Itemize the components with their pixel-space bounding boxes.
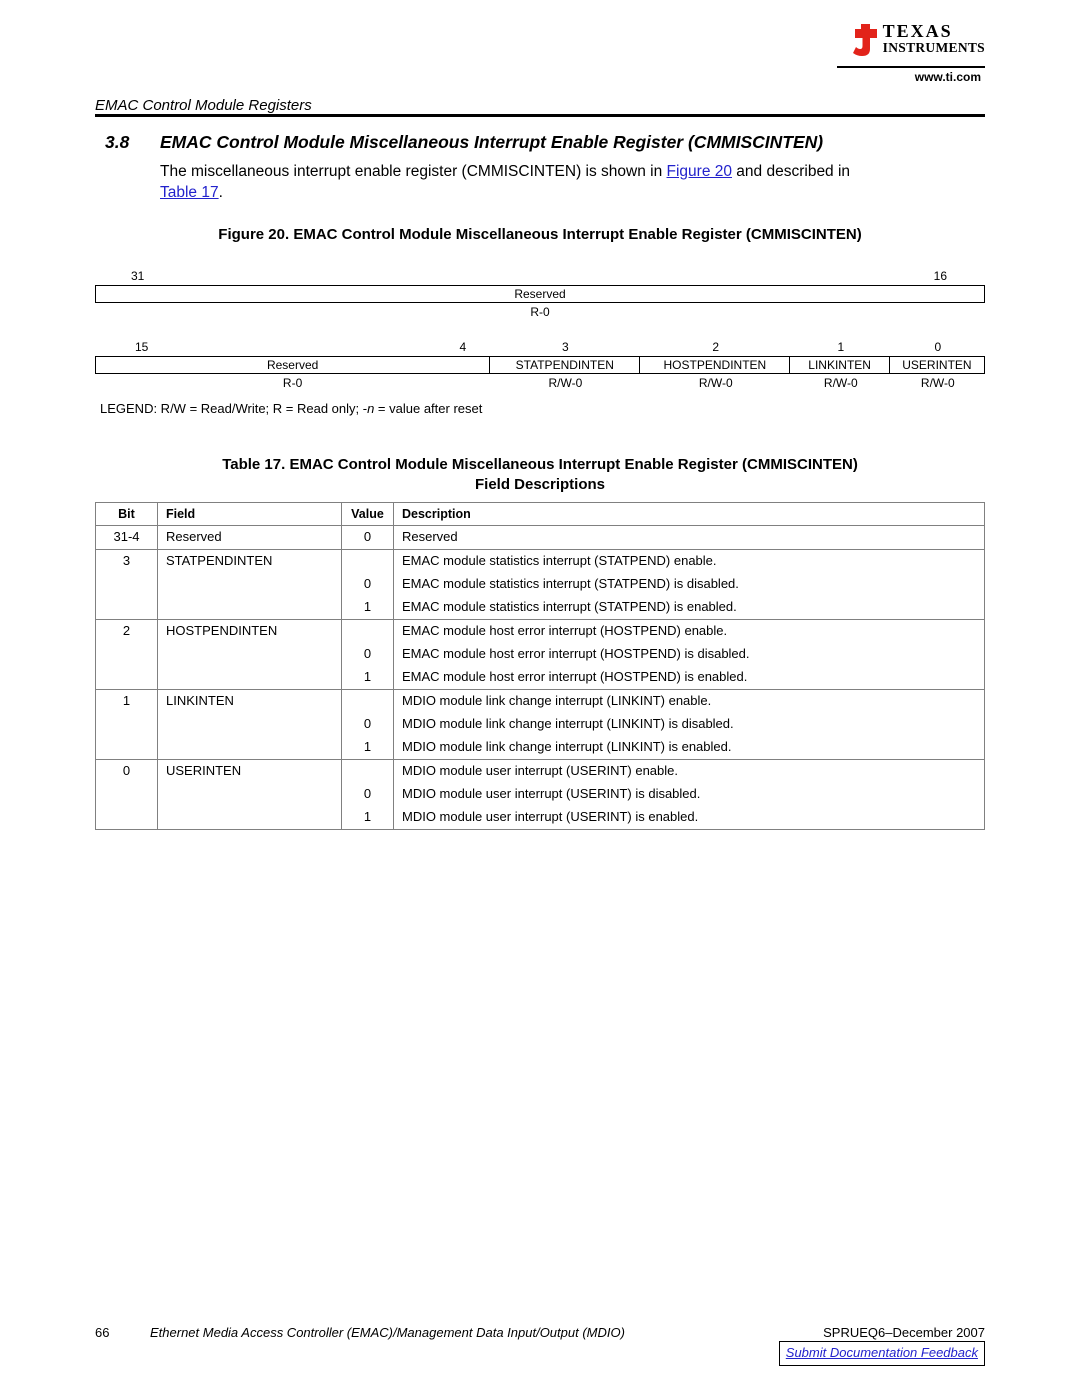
bit-label-0: 0 [934, 340, 942, 354]
footer-doc-id: SPRUEQ6–December 2007 [823, 1325, 985, 1340]
description-cell: EMAC module statistics interrupt (STATPEND) is enabled. [394, 596, 985, 620]
field-cell: LINKINTEN [158, 690, 342, 760]
legend-var: n [367, 401, 375, 416]
section-number: 3.8 [105, 132, 130, 152]
column-header-bit: Bit [96, 503, 158, 526]
table-row [96, 760, 985, 784]
register-field-linkinten: LINKINTEN [790, 357, 889, 373]
para-text-1: The miscellaneous interrupt enable register (CMMISCINTEN) is shown in [160, 163, 667, 180]
section-title: EMAC Control Module Miscellaneous Interrupt Enable Register (CMMISCINTEN) [160, 132, 824, 152]
bit-cell: 1 [96, 690, 158, 760]
table-row [96, 550, 985, 574]
field-cell: Reserved [158, 526, 342, 550]
table-caption-line2: Field Descriptions [474, 476, 606, 493]
ti-bug-icon [852, 23, 878, 62]
description-cell: EMAC module statistics interrupt (STATPEND) is disabled. [394, 573, 985, 596]
figure-spacer [95, 320, 985, 336]
bit-labels-row-lower [95, 336, 985, 356]
value-cell [342, 760, 394, 784]
description-cell: MDIO module user interrupt (USERINT) enable. [394, 760, 985, 784]
description-cell: MDIO module user interrupt (USERINT) is disabled. [394, 783, 985, 806]
table-caption [95, 455, 985, 495]
column-header-description: Description [394, 503, 985, 526]
ti-brand-line2: INSTRUMENTS [882, 39, 985, 55]
description-cell: EMAC module host error interrupt (HOSTPEND) is enabled. [394, 666, 985, 690]
reset-values-row-lower [95, 374, 985, 391]
page-number: 66 [95, 1325, 110, 1340]
field-descriptions-body [96, 526, 985, 830]
field-cell: STATPENDINTEN [158, 550, 342, 620]
bit-label-15: 15 [135, 340, 149, 354]
description-cell: MDIO module link change interrupt (LINKINT) enable. [394, 690, 985, 714]
feedback-box [779, 1341, 985, 1366]
column-header-value: Value [342, 503, 394, 526]
table-caption-line1: Table 17. EMAC Control Module Miscellaneous Interrupt Enable Register (CMMISCINTEN) [222, 456, 858, 473]
feedback-link[interactable]: Submit Documentation Feedback [785, 1345, 978, 1360]
field-descriptions-table [95, 502, 985, 830]
value-cell: 1 [342, 736, 394, 760]
bit-cell: 0 [96, 760, 158, 830]
register-row-upper [95, 285, 985, 303]
description-cell: MDIO module user interrupt (USERINT) is enabled. [394, 806, 985, 830]
ti-brand-text [883, 22, 985, 55]
footer-doc-title: Ethernet Media Access Controller (EMAC)/Management Data Input/Output (MDIO) [150, 1325, 625, 1340]
para-text-3: . [218, 184, 223, 201]
breadcrumb: EMAC Control Module Registers [95, 97, 312, 114]
bit-cell: 31-4 [96, 526, 158, 550]
value-cell: 1 [342, 666, 394, 690]
value-cell: 0 [342, 713, 394, 736]
register-field-hostpendinten: HOSTPENDINTEN [640, 357, 790, 373]
description-cell: Reserved [394, 526, 985, 550]
description-cell: MDIO module link change interrupt (LINKINT) is enabled. [394, 736, 985, 760]
reset-value-statpendinten: R/W-0 [548, 375, 583, 390]
body-paragraph [160, 161, 960, 203]
reset-value-hostpendinten: R/W-0 [698, 375, 733, 390]
figure-20-link[interactable]: Figure 20 [666, 163, 732, 180]
bit-cell: 3 [96, 550, 158, 620]
reset-values-row-upper [95, 303, 985, 320]
reset-value-upper: R-0 [530, 304, 550, 319]
value-cell: 0 [342, 526, 394, 550]
value-cell: 1 [342, 596, 394, 620]
description-cell: EMAC module host error interrupt (HOSTPEND) is disabled. [394, 643, 985, 666]
description-cell: MDIO module link change interrupt (LINKINT) is disabled. [394, 713, 985, 736]
value-cell: 0 [342, 783, 394, 806]
para-text-2: and described in [732, 163, 851, 180]
bit-cell: 2 [96, 620, 158, 690]
reset-value-linkinten: R/W-0 [823, 375, 858, 390]
bit-label-31: 31 [131, 269, 145, 283]
ti-brand-line1: TEXAS [882, 21, 953, 41]
section-heading [105, 132, 823, 153]
register-field-userinten: USERINTEN [902, 358, 972, 372]
figure-caption: Figure 20. EMAC Control Module Miscellaneous Interrupt Enable Register (CMMISCINTEN) [218, 226, 862, 243]
legend-text-1: LEGEND: R/W = Read/Write; R = Read only; - [100, 401, 368, 416]
bit-label-2: 2 [712, 340, 720, 354]
register-field-statpendinten: STATPENDINTEN [490, 357, 640, 373]
bit-label-3: 3 [562, 340, 569, 354]
table-row [96, 690, 985, 714]
reset-value-reserved: R-0 [282, 375, 303, 390]
legend-text-2: = value after reset [374, 401, 483, 416]
value-cell: 0 [342, 573, 394, 596]
bit-labels-row-upper [95, 265, 985, 285]
table-17-link[interactable]: Table 17 [160, 184, 219, 201]
value-cell: 1 [342, 806, 394, 830]
register-field-reserved-15-4: Reserved [96, 357, 490, 373]
field-cell: HOSTPENDINTEN [158, 620, 342, 690]
value-cell: 0 [342, 643, 394, 666]
description-cell: EMAC module statistics interrupt (STATPEND) enable. [394, 550, 985, 574]
ti-logo [837, 22, 985, 84]
reset-value-userinten: R/W-0 [920, 375, 955, 390]
table-header-row [96, 503, 985, 526]
description-cell: EMAC module host error interrupt (HOSTPEND) enable. [394, 620, 985, 644]
page-footer [95, 1325, 985, 1340]
value-cell [342, 690, 394, 714]
bit-label-4: 4 [459, 340, 467, 354]
value-cell [342, 620, 394, 644]
table-row [96, 526, 985, 550]
bit-label-16: 16 [933, 269, 947, 283]
table-row [96, 620, 985, 644]
register-row-lower [95, 356, 985, 374]
register-field-reserved-31-16: Reserved [514, 287, 566, 301]
header-rule [95, 114, 985, 117]
field-cell: USERINTEN [158, 760, 342, 830]
register-diagram [95, 265, 985, 416]
bit-label-1: 1 [837, 340, 845, 354]
register-legend [95, 401, 985, 416]
value-cell [342, 550, 394, 574]
ti-website-link[interactable]: www.ti.com [914, 70, 981, 84]
column-header-field: Field [158, 503, 342, 526]
